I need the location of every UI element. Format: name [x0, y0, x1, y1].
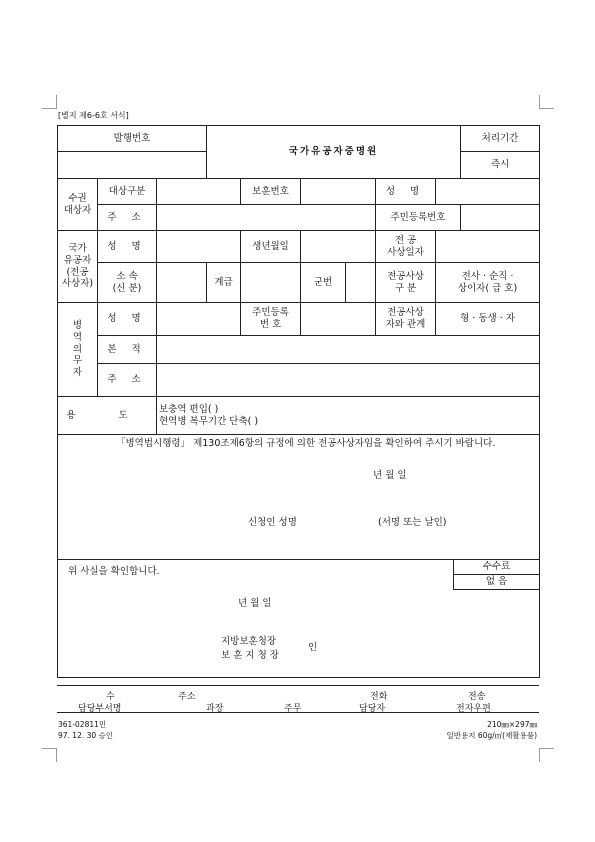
affiliation-value[interactable] — [157, 263, 207, 303]
recipient-name-value[interactable] — [436, 179, 540, 205]
merit-name-label: 성 명 — [98, 231, 157, 263]
rank-value[interactable] — [241, 263, 301, 303]
paper-type: 일반용지 60g/㎡(재활용품) — [446, 731, 537, 740]
military-address-value[interactable] — [157, 364, 540, 397]
military-address-label: 주 소 — [98, 364, 157, 397]
recipient-address-value[interactable] — [157, 205, 376, 231]
page-title: 국가유공자증명원 — [207, 126, 461, 179]
casualty-kind-value: 전사 · 순직 · 상이자( 급 호) — [436, 263, 540, 303]
applicant-label: 신청인 성명 — [248, 517, 297, 528]
officer-1: 지방보훈청장 — [221, 636, 277, 647]
fee-box — [453, 560, 539, 590]
footer-staff-label: 담당자 — [359, 704, 386, 714]
form-number: [별지 제6-6호 서식] — [58, 111, 129, 120]
recipient-rrn-value[interactable] — [461, 205, 540, 231]
bohun-no-value[interactable] — [301, 179, 376, 205]
serial-label: 군번 — [301, 263, 346, 303]
footer-manager-label: 과장 — [206, 704, 224, 714]
bohun-no-label: 보훈번호 — [241, 179, 301, 205]
footer-post-label: 수 — [106, 692, 115, 702]
birth-value[interactable] — [301, 231, 376, 263]
fee-value: 없 음 — [485, 575, 508, 587]
casualty-date-value[interactable] — [436, 231, 540, 263]
domicile-label: 본 적 — [98, 336, 157, 364]
request-statement: 「병역법시행령」 제130조제6항의 규정에 의한 전공사상자임을 확인하여 주시기 바랍니다. — [116, 438, 496, 449]
rank-label: 계급 — [207, 263, 241, 303]
recipient-type-value[interactable] — [157, 179, 241, 205]
serial-value[interactable] — [346, 263, 376, 303]
usage-options[interactable] — [157, 397, 540, 435]
certificate-form — [57, 125, 540, 678]
military-rrn-label: 주민등록 번 호 — [241, 303, 301, 336]
recipient-name-label: 성 명 — [376, 179, 436, 205]
paper-size: 210㎜×297㎜ — [487, 720, 537, 729]
processing-label: 처리기간 — [461, 126, 540, 152]
usage-option-shorten[interactable]: 현역병 복무기간 단축( ) — [159, 415, 259, 427]
footer-fax-label: 전송 — [468, 692, 486, 702]
usage-option-reserve[interactable]: 보충역 편입( ) — [159, 403, 219, 415]
footer-email-label: 전자우편 — [456, 704, 491, 714]
recipient-type-label: 대상구분 — [98, 179, 157, 205]
relation-value: 형 · 동생 · 자 — [436, 303, 540, 336]
birth-label: 생년월일 — [241, 231, 301, 263]
military-name-value[interactable] — [157, 303, 241, 336]
issue-no-label: 발행번호 — [58, 126, 207, 152]
casualty-kind-label: 전공사상 구 분 — [376, 263, 436, 303]
military-name-label: 성 명 — [98, 303, 157, 336]
merit-name-value[interactable] — [157, 231, 241, 263]
usage-label: 용 도 — [58, 397, 157, 435]
recipient-address-label: 주 소 — [98, 205, 157, 231]
approval-date: 97. 12. 30 승인 — [58, 731, 114, 740]
fee-label: 수수료 — [454, 560, 539, 575]
domicile-value[interactable] — [157, 336, 540, 364]
relation-label: 전공사상 자와 관계 — [376, 303, 436, 336]
merit-group-label: 국가 유공자 (전공 사상자) — [58, 231, 98, 303]
form-code: 361-02811민 — [58, 720, 107, 729]
application-date[interactable]: 년 월 일 — [373, 470, 407, 481]
sign-label: (서명 또는 날인) — [378, 517, 447, 528]
footer-phone-label: 전화 — [370, 692, 388, 702]
confirm-text: 위 사실을 확인합니다. — [68, 566, 160, 577]
footer-dept-label: 담당부서명 — [78, 704, 122, 714]
footer-address-label: 주소 — [178, 692, 196, 702]
issue-no-value[interactable] — [58, 152, 207, 179]
casualty-date-label: 전 공 사상일자 — [376, 231, 436, 263]
footer-chief-label: 주무 — [284, 704, 302, 714]
seal-mark: 인 — [308, 642, 318, 653]
affiliation-label: 소 속 (신 분) — [98, 263, 157, 303]
military-group-label: 병 역 의 무 자 — [58, 303, 98, 397]
processing-value: 즉시 — [461, 152, 540, 179]
officer-2: 보 훈 지 청 장 — [221, 650, 279, 661]
recipient-group-label: 수권 대상자 — [58, 179, 98, 231]
confirm-date: 년 월 일 — [238, 598, 272, 609]
military-rrn-value[interactable] — [301, 303, 376, 336]
recipient-rrn-label: 주민등록번호 — [376, 205, 461, 231]
